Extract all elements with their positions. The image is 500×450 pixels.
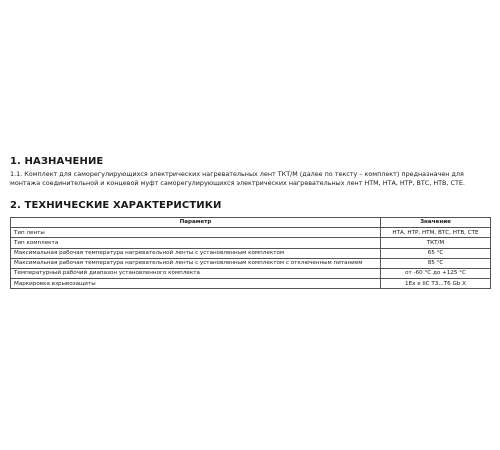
param-cell: Тип ленты — [11, 228, 381, 238]
table-row — [11, 228, 491, 238]
document-page — [10, 156, 490, 289]
table-row — [11, 238, 491, 248]
table-row — [11, 258, 491, 268]
purpose-paragraph-line-2: монтажа соединительной и концевой муфт саморегулирующихся электрических нагревательных лент НТМ, НТА, НТР, ВТС, НТВ, СТЕ. — [10, 179, 465, 187]
table-row — [11, 268, 491, 278]
param-cell: Тип комплекта — [11, 238, 381, 248]
table-header-row — [11, 218, 491, 228]
section-heading-purpose: 1. НАЗНАЧЕНИЕ — [10, 156, 104, 167]
value-cell: ТКТ/М — [381, 238, 491, 248]
param-cell: Маркировка взрывозащиты — [11, 279, 381, 289]
column-header-value: Значение — [381, 218, 491, 228]
param-cell: Температурный рабочий диапазон установленного комплекта — [11, 268, 381, 278]
table-row — [11, 279, 491, 289]
value-cell: от -60 °С до +125 °С — [381, 268, 491, 278]
value-cell: 85 °С — [381, 258, 491, 268]
purpose-paragraph-line-1: 1.1. Комплект для саморегулирующихся электрических нагревательных лент ТКТ/М (далее по тексту – комплект) предназначен для — [10, 170, 464, 178]
param-cell: Максимальная рабочая температура нагревательной ленты с установленным комплектом с отключенным питанием — [11, 258, 381, 268]
value-cell: 1Ex e IIC T3...T6 Gb X — [381, 279, 491, 289]
column-header-param: Параметр — [11, 218, 381, 228]
value-cell: НТА, НТР, НТМ, ВТС, НТВ, СТЕ — [381, 228, 491, 238]
value-cell: 65 °С — [381, 248, 491, 258]
table-row — [11, 248, 491, 258]
param-cell: Максимальная рабочая температура нагревательной ленты с установленным комплектом — [11, 248, 381, 258]
section-heading-specs: 2. ТЕХНИЧЕСКИЕ ХАРАКТЕРИСТИКИ — [10, 200, 222, 211]
specs-table — [10, 217, 491, 289]
